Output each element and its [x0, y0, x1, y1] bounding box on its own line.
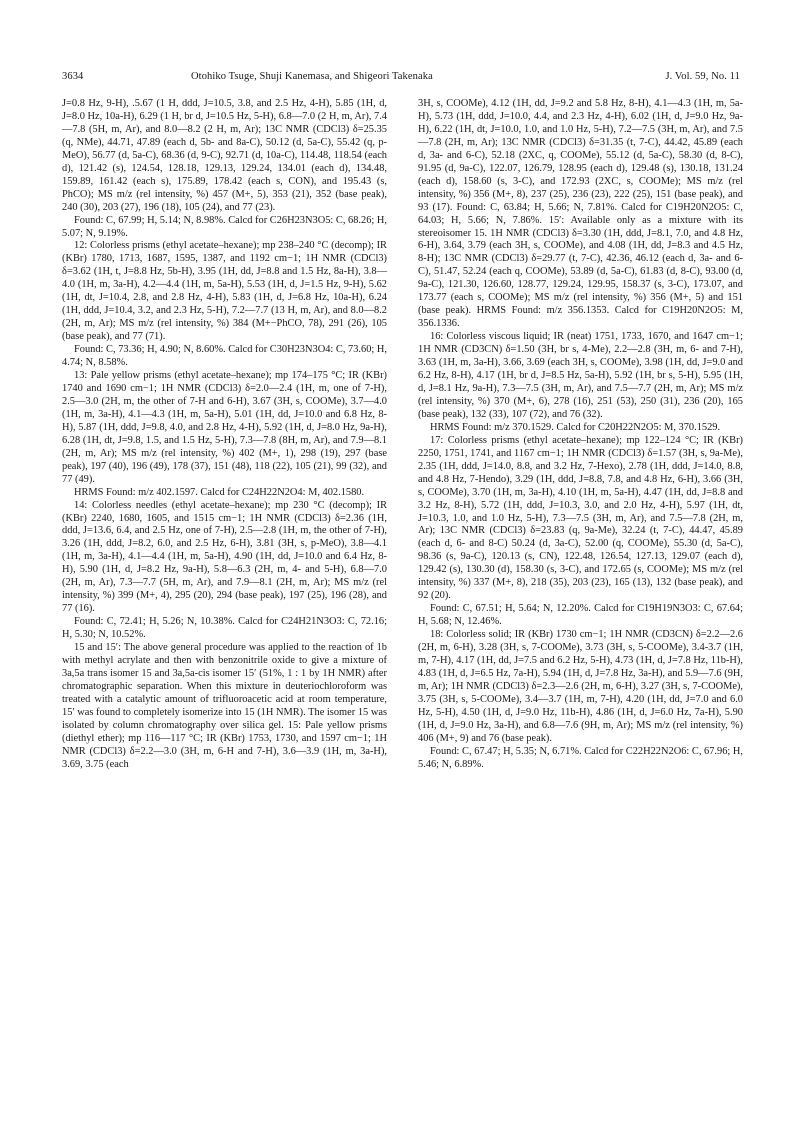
left-column — [62, 98, 387, 772]
author-line: Otohiko Tsuge, Shuji Kanemasa, and Shigeori Takenaka — [191, 71, 433, 82]
paragraph-compound-14-analysis: Found: C, 72.41; H, 5.26; N, 10.38%. Calcd for C24H21N3O3: C, 72.16; H, 5.30; N, 10.52%. — [62, 616, 387, 641]
paragraph-compound-14: 14: Colorless needles (ethyl acetate–hexane); mp 230 °C (decomp); IR (KBr) 2240, 1680, 1605, and 1515 cm−1; 1H NMR (CDCl3) δ=2.36 (1H, ddd, J=13.6, 6.4, and 2.5 Hz, one of 7-H), 2.5—2.8 (1H, m, the other of 7-H), 3.26 (1H, ddd, J=8.2, 6.0, and 2.5 Hz, 6-H), 3.81 (3H, s, p-MeO), 3.8—4.1 (1H, m, 3a-H), 4.1—4.4 (1H, m, 5a-H), 4.90 (1H, dd, J=10.0 and 6.4 Hz, 8-H), 5.90 (1H, d, J=8.2 Hz, 9a-H), 5.8—6.3 (2H, m, 4- and 5-H), 6.8—7.0 (2H, m, Ar), 7.3—7.7 (5H, m, Ar), and 7.9—8.1 (2H, m, Ar); MS m/z (rel intensity, %) 399 (M+, 4), 295 (20), 294 (base peak), 197 (25), 196 (28), and 77 (16). — [62, 499, 387, 615]
paragraph-compound-16: 16: Colorless viscous liquid; IR (neat) 1751, 1733, 1670, and 1647 cm−1; 1H NMR (CD3CN) δ=1.50 (3H, br s, 4-Me), 2.2—2.8 (3H, m, 6- and 7-H), 3.63 (1H, m, 3a-H), 3.66, 3.69 (each 3H, s, COOMe), 3.98 (1H, dd, J=9.0 and 6.2 Hz, 8-H), 4.17 (1H, br d, J=8.5 Hz, 5a-H), 5.92 (1H, br s, 5-H), 5.95 (1H, d, J=8.1 Hz, 9a-H), 7.3—7.5 (3H, m, Ar), and 7.5—7.7 (2H, m, Ar); MS m/z (rel intensity, %) 370 (M+, 6), 278 (16), 251 (53), 250 (31), 236 (20), 165 (base peak), 132 (33), 107 (72), and 76 (32). — [418, 331, 743, 420]
page-number: 3634 — [62, 71, 84, 82]
paragraph-compound-18: 18: Colorless solid; IR (KBr) 1730 cm−1; 1H NMR (CD3CN) δ=2.2—2.6 (2H, m, 6-H), 3.28 (3H, s, 7-COOMe), 3.73 (3H, s, 5-COOMe), 3.4-3.7 (1H, m, 7-H), 4.17 (1H, dd, J=7.5 and 6.2 Hz, 5-H), 4.73 (1H, d, J=7.8 Hz, 11b-H), 4.83 (1H, d, J=6.5 Hz, 7a-H), 5.94 (1H, d, J=7.8 Hz, 3a-H), and 5.9—7.6 (9H, m, Ar); 1H NMR (CDCl3) δ=2.3—2.6 (2H, m, 6-H), 3.27 (3H, s, 7-COOMe), 3.75 (3H, s, 5-COOMe), 3.4—3.7 (1H, m, 7-H), 4.20 (1H, dd, J=7.0 and 6.0 Hz, 5-H), 4.50 (1H, d, J=9.0 Hz, 11b-H), 4.86 (1H, d, J=6.0 Hz, 7a-H), 5.90 (1H, d, J=9.0 Hz, 3a-H), and 6.8—7.6 (9H, m, Ar); MS m/z (rel intensity, %) 406 (M+, 9) and 76 (base peak). — [418, 629, 743, 744]
paragraph-compound-15-data: 3H, s, COOMe), 4.12 (1H, dd, J=9.2 and 5.8 Hz, 8-H), 4.1—4.3 (1H, m, 5a-H), 5.73 (1H, ddd, J=10.0, 4.4, and 2.3 Hz, 4-H), 6.02 (1H, d, J=9.0 Hz, 9a-H), 6.22 (1H, dt, J=10.0, 1.0, and 1.0 Hz, 5-H), 7.2—7.5 (3H, m, Ar), and 7.5—7.8 (2H, m, Ar); 13C NMR (CDCl3) δ=31.35 (t, 7-C), 44.42, 45.89 (each d, 3a- and 6-C), 52.18 (2XC, q, COOMe), 55.12 (d, 5a-C), 58.30 (d, 8-C), 91.95 (d, 9a-C), 122.07, 126.79, 128.95 (each d), 129.48 (s), 130.18, 131.24 (each d), 158.60 (s, 3-C), and 172.93 (2XC, s, COOMe); MS m/z (rel intensity, %) 356 (M+, 8), 237 (25), 236 (23), 222 (25), 151 (base peak), and 93 (17). Found: C, 63.84; H, 5.66; N, 7.81%. Calcd for C19H20N2O5: C, 64.03; H, 5.66; N, 7.86%. 15′: Available only as a mixture with its stereoisomer 15. 1H NMR (CDCl3) δ=3.30 (1H, ddd, J=8.1, 7.0, and 4.8 Hz, 6-H), 3.64, 3.79 (each 3H, s, COOMe), and 4.08 (1H, dd, J=8.3 and 4.5 Hz, 8-H); 13C NMR (CDCl3) δ=29.77 (t, 7-C), 42.36, 46.12 (each d, 3a- and 6-C), 51.47, 52.24 (each q, COOMe), 53.89 (d, 5a-C), 61.83 (d, 8-C), 93.00 (d, 9a-C), 121.30, 126.60, 128.77, 129.24, 129.95, 158.37 (s, 3-C), 173.07, and 173.77 (each s, COOMe); MS m/z (rel intensity, %) 356 (M+, 5) and 151 (base peak). HRMS Found: m/z 356.1353. Calcd for C19H20N2O5: M, 356.1336. — [418, 98, 743, 330]
paragraph-compound-17: 17: Colorless prisms (ethyl acetate–hexane); mp 122–124 °C; IR (KBr) 2250, 1751, 1741, and 1167 cm−1; 1H NMR (CDCl3) δ=1.57 (3H, s, 9a-Me), 2.35 (1H, ddd, J=14.0, 8.8, and 3.2 Hz, 7-Hexo), 2.78 (1H, ddd, J=14.0, 8.8, and 4.8 Hz, 7-Hendo), 3.29 (1H, ddd, J=8.8, 7.8, and 4.8 Hz, 6-H), 3.66 (3H, s, COOMe), 3.70 (1H, m, 3a-H), 4.10 (1H, m, 5a-H), 4.47 (1H, dd, J=8.8 and 3.2 Hz, 8-H), 5.72 (1H, ddd, J=10.3, 3.0, and 2.0 Hz, 4-H), 5.97 (1H, dt, J=10.3, 1.0, and 1.0 Hz, 5-H), 7.3—7.5 (3H, m, Ar), and 7.5—7.8 (2H, m, Ar); 13C NMR (CDCl3) δ=23.83 (q, 9a-Me), 32.24 (t, 7-C), 44.47, 45.89 (each d, 6- and 8-C) 50.24 (d, 3a-C), 52.00 (q, COOMe), 55.30 (d, 5a-C), 98.36 (s, 9a-C), 120.13 (s, CN), 122.48, 126.54, 127.13, 129.07 (each d), 129.42 (s), 130.30 (d), 158.30 (s, 3-C), and 172.65 (s, COOMe); MS m/z (rel intensity, %) 337 (M+, 8), 218 (35), 203 (23), 165 (13), 132 (base peak), and 92 (20). — [418, 434, 743, 602]
paragraph-compound-16-hrms: HRMS Found: m/z 370.1529. Calcd for C20H22N2O5: M, 370.1529. — [430, 421, 721, 433]
paragraph-compound-13-hrms: HRMS Found: m/z 402.1597. Calcd for C24H22N2O4: M, 402.1580. — [74, 486, 365, 498]
right-column — [418, 98, 743, 772]
volume-line: J. Vol. 59, No. 11 — [665, 71, 740, 82]
paragraph-compound-11-analysis: Found: C, 67.99; H, 5.14; N, 8.98%. Calcd for C26H23N3O5: C, 68.26; H, 5.07; N, 9.19%. — [62, 214, 387, 239]
running-header — [62, 71, 740, 87]
paragraph-compound-13: 13: Pale yellow prisms (ethyl acetate–hexane); mp 174–175 °C; IR (KBr) 1740 and 1690 cm−1; 1H NMR (CDCl3) δ=2.0—2.4 (1H, m, one of 7-H), 2.5—3.0 (2H, m, the other of 7-H and 6-H), 3.67 (3H, s, COOMe), 3.7—4.0 (1H, m, 3a-H), 4.1—4.3 (1H, m, 5a-H), 5.01 (1H, dd, J=10.0 and 6.8 Hz, 8-H), 5.87 (1H, ddd, J=9.8, 4.0, and 2.8 Hz, 4-H), 5.92 (1H, d, J=8.0 Hz, 9a-H), 6.28 (1H, dt, J=9.8, 1.5, and 1.5 Hz, 5-H), 7.3—7.8 (8H, m, Ar), and 7.9—8.1 (2H, m, Ar); MS m/z (rel intensity, %) 402 (M+, 1), 298 (19), 297 (base peak), 197 (40), 196 (49), 178 (37), 151 (48), 118 (22), 105 (21), 99 (32), and 77 (49). — [62, 370, 387, 485]
paragraph-compound-18-analysis: Found: C, 67.47; H, 5.35; N, 6.71%. Calcd for C22H22N2O6: C, 67.96; H, 5.46; N, 6.89%. — [418, 745, 743, 770]
paragraph-compound-17-analysis: Found: C, 67.51; H, 5.64; N, 12.20%. Calcd for C19H19N3O3: C, 67.64; H, 5.68; N, 12.46%. — [418, 603, 743, 628]
paragraph-compound-11-data: J=0.8 Hz, 9-H), .5.67 (1 H, ddd, J=10.5, 3.8, and 2.5 Hz, 4-H), 5.85 (1H, d, J=8.0 Hz, 10a-H), 6.29 (1 H, br d, J=10.5 Hz, 5-H), 6.8—7.0 (2 H, m, Ar), 7.4—7.8 (5H, m, Ar), and 8.0—8.2 (2 H, m, Ar); 13C NMR (CDCl3) δ=25.35 (q, NMe), 44.71, 47.89 (each d, 5b- and 8a-C), 50.12 (d, 5a-C), 55.42 (q, p-MeO), 56.77 (d, 5a-C), 68.36 (d, 9-C), 92.71 (d, 10a-C), 114.48, 118.54 (each d), 121.42 (s), 124.54, 128.18, 129.13, 129.24, 134.01 (each d), 134.48, 159.89, 161.42 (each s), 175.89, 178.42 (each s, CON), and 195.43 (s, PhCO); MS m/z (rel intensity, %) 457 (M+, 5), 353 (21), 352 (base peak), 240 (30), 203 (27), 196 (18), 105 (24), and 77 (23). — [62, 98, 387, 213]
paragraph-compound-12: 12: Colorless prisms (ethyl acetate–hexane); mp 238–240 °C (decomp); IR (KBr) 1780, 1713, 1687, 1595, 1387, and 1192 cm−1; 1H NMR (CDCl3) δ=3.62 (1H, t, J=8.8 Hz, 5b-H), 3.95 (1H, dd, J=8.8 and 1.5 Hz, 8a-H), 3.8—4.0 (1H, m, 3a-H), 4.2—4.4 (1H, m, 5a-H), 5.53 (1H, d, J=1.5 Hz, 9-H), 5.62 (1H, dt, J=10.4, 2.8, and 2.8 Hz, 4-H), 5.83 (1H, d, J=6.8 Hz, 10a-H), 6.24 (1H, ddd, J=10.4, 3.2, and 2.3 Hz, 5-H), 7.2—7.7 (13 H, m, Ar), and 8.0—8.2 (2H, m, Ar); MS m/z (rel intensity, %) 384 (M+−PhCO, 78), 291 (26), 105 (base peak), and 77 (71). — [62, 240, 387, 343]
paragraph-compound-15: 15 and 15′: The above general procedure was applied to the reaction of 1b with methyl acrylate and then with benzonitrile oxide to give a mixture of 3a,5a trans isomer 15 and 3a,5a-cis isomer 15′ (51%, 1 : 1 by 1H NMR) after chromatographic separation. When this mixture in deuteriochloroform was treated with a catalytic amount of trifluoroacetic acid at room temperature, 15′ was found to completely isomerize into 15 (1H NMR). The isomer 15 was isolated by column chromatography over silica gel. 15: Pale yellow prisms (diethyl ether); mp 116—117 °C; IR (KBr) 1753, 1730, and 1597 cm−1; 1H NMR (CDCl3) δ=2.2—3.0 (3H, m, 6-H and 7-H), 3.6—3.9 (1H, m, 3a-H), 3.69, 3.75 (each — [62, 642, 387, 770]
paragraph-compound-12-analysis: Found: C, 73.36; H, 4.90; N, 8.60%. Calcd for C30H23N3O4: C, 73.60; H, 4.74; N, 8.58%. — [62, 344, 387, 369]
